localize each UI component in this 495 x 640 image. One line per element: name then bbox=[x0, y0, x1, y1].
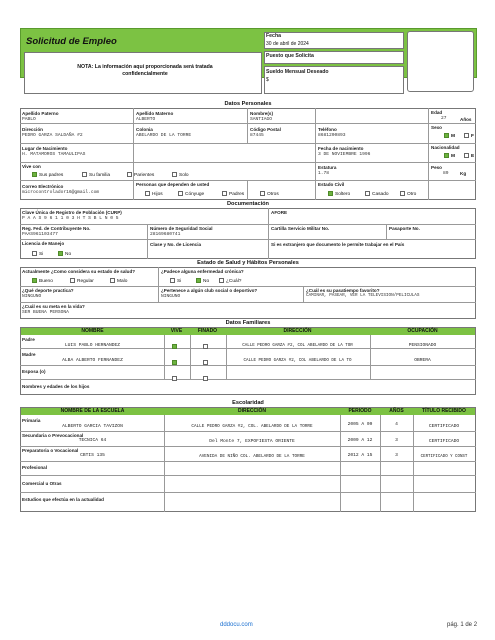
colonia-label: Colonia bbox=[136, 127, 153, 132]
pasatiempo-value[interactable]: CAMINAR, PASEAR, VER LA TELEVISION/PELICULAS bbox=[306, 293, 420, 298]
vive-familia-option[interactable]: Su familia bbox=[82, 172, 110, 179]
club-label: ¿Pertenece a algún club social o deportivo? bbox=[161, 288, 258, 293]
sexo-label: Sexo bbox=[431, 125, 442, 130]
footer-site[interactable]: dddocu.com bbox=[220, 622, 253, 628]
rfc-label: Reg. Fed. de Contribuyente No. bbox=[22, 226, 91, 231]
dependen-hijos-option[interactable]: Hijos bbox=[145, 191, 163, 198]
nac-m-option[interactable]: M bbox=[444, 153, 455, 160]
peso-value[interactable]: 89 bbox=[443, 171, 449, 176]
esc-preparatoria-direccion[interactable]: AVENIDA DE NIÑO COL. ABELARDO DE LA TORRE bbox=[199, 454, 305, 459]
fam-padre-direccion[interactable]: CALLE PEDRO GARZA #2, COL ABELARDO DE LA TOR bbox=[242, 344, 353, 348]
puesto-label: Puesto que Solicita bbox=[266, 53, 314, 59]
curp-label: Clave Única de Registro de Población (CURP) bbox=[22, 210, 122, 215]
fam-rel-madre: Madre bbox=[22, 352, 36, 357]
civil-casado-checkbox[interactable] bbox=[365, 191, 370, 196]
pasatiempo-label: ¿Cuál es su pasatiempo favorito? bbox=[306, 288, 380, 293]
cronica-si-option[interactable]: Si bbox=[170, 278, 181, 285]
esc-col-direccion: DIRECCIÓN bbox=[237, 408, 267, 414]
civil-casado-option[interactable]: Casado bbox=[365, 191, 389, 198]
nacionalidad-label: Nacionalidad bbox=[431, 145, 460, 150]
licencia-no-checkbox[interactable] bbox=[58, 251, 63, 256]
esc-preparatoria-periodo[interactable]: 2012 A 15 bbox=[347, 453, 373, 458]
esc-primaria-direccion[interactable]: CALLE PEDRO GARZA #2, COL. ABELARDO DE LA TORRE bbox=[191, 424, 313, 429]
dependen-padres-option[interactable]: Padres bbox=[222, 191, 244, 198]
esc-nivel-actual: Estudios que efectúa en la actualidad bbox=[22, 497, 104, 502]
estado-salud-label: Actualmente ¿Como considera su estado de salud? bbox=[22, 269, 136, 274]
esc-col-anos: AÑOS bbox=[389, 408, 404, 414]
salud-malo-checkbox[interactable] bbox=[110, 278, 115, 283]
fam-padre-vive-checkbox[interactable] bbox=[172, 344, 177, 349]
estatura-value[interactable]: 1.78 bbox=[318, 171, 330, 176]
deporte-label: ¿Qué deporte practica? bbox=[22, 288, 74, 293]
afore-label: AFORE bbox=[271, 210, 288, 215]
fam-col-nombre: NOMBRE bbox=[81, 328, 104, 334]
vive-solo-checkbox[interactable] bbox=[172, 172, 177, 177]
peso-label: Peso bbox=[431, 165, 442, 170]
licencia-no-option[interactable]: No bbox=[58, 251, 71, 258]
esc-nivel-primaria: Primaria bbox=[22, 418, 41, 423]
esc-preparatoria-nombre[interactable]: CBTIS 135 bbox=[80, 453, 105, 458]
correo-label: Correo Electrónico bbox=[22, 184, 64, 189]
sexo-f-option[interactable]: F bbox=[464, 133, 474, 140]
esc-nivel-comercial: Comercial u Otras bbox=[22, 481, 62, 486]
militar-label: Cartilla Servicio Militar No. bbox=[271, 226, 330, 231]
escolaridad-heading: Escolaridad bbox=[20, 400, 476, 408]
dependen-label: Personas que dependen de usted bbox=[136, 182, 210, 187]
sueldo-value: $ bbox=[266, 77, 269, 83]
peso-unit: Kg bbox=[460, 171, 467, 176]
esc-nivel-preparatoria: Preparatoria o Vocacional bbox=[22, 448, 79, 453]
cp-value[interactable]: 87445 bbox=[250, 133, 264, 138]
dependen-padres-checkbox[interactable] bbox=[222, 191, 227, 196]
esc-nivel-profesional: Profesional bbox=[22, 465, 48, 470]
apellido-materno-label: Apellido Materno bbox=[136, 111, 174, 116]
nac-m-checkbox[interactable] bbox=[444, 153, 449, 158]
lugar-value[interactable]: H. MATAMOROS TAMAULIPAS bbox=[22, 152, 86, 157]
nombres-value[interactable]: SANTIAGO bbox=[250, 117, 273, 122]
telefono-label: Teléfono bbox=[318, 127, 337, 132]
nss-value[interactable]: 28169680741 bbox=[150, 232, 181, 237]
familiares-heading: Datos Familiares bbox=[20, 320, 476, 328]
sexo-f-checkbox[interactable] bbox=[464, 133, 469, 138]
fam-madre-ocupacion[interactable]: OBRERA bbox=[414, 358, 431, 363]
fam-col-ocupacion: OCUPACIÓN bbox=[407, 328, 438, 334]
civil-soltero-checkbox[interactable] bbox=[328, 191, 333, 196]
esc-col-titulo: TÍTULO RECIBIDO bbox=[422, 408, 466, 414]
esc-secundaria-nombre[interactable]: TECNICA 64 bbox=[78, 438, 107, 443]
meta-label: ¿Cuál es su meta en la vida? bbox=[22, 304, 85, 309]
telefono-value[interactable]: 8681200893 bbox=[318, 133, 346, 138]
cronica-cual-checkbox[interactable] bbox=[219, 278, 224, 283]
fam-madre-direccion[interactable]: CALLE PEDRO GARZA #2, COL ABELARDO DE LA TO bbox=[243, 359, 352, 363]
civil-label: Estado Civil bbox=[318, 182, 345, 187]
extranjero-label: Si es extranjero que documento le permite trabajar en el País bbox=[271, 242, 405, 247]
fecha-value: 30 de abril de 2024 bbox=[266, 41, 309, 47]
esc-primaria-periodo[interactable]: 2005 A 09 bbox=[347, 422, 373, 427]
esc-primaria-titulo[interactable]: CERTIFICADO bbox=[428, 424, 460, 429]
direccion-value[interactable]: PEDRO GARZA SALDAÑA #2 bbox=[22, 133, 83, 138]
nac-e-option[interactable]: E bbox=[464, 153, 474, 160]
cronica-no-checkbox[interactable] bbox=[196, 278, 201, 283]
estatura-label: Estatura bbox=[318, 165, 337, 170]
header-note: NOTA: La información aquí proporcionada será tratada confidencialmente bbox=[77, 64, 213, 77]
personal-heading: Datos Personales bbox=[20, 101, 476, 109]
civil-otro-checkbox[interactable] bbox=[400, 191, 405, 196]
cronica-si-checkbox[interactable] bbox=[170, 278, 175, 283]
vive-solo-option[interactable]: Solo bbox=[172, 172, 189, 179]
esc-secundaria-periodo[interactable]: 2009 A 12 bbox=[347, 438, 373, 443]
dependen-conyuge-option[interactable]: Cónyuge bbox=[178, 191, 204, 198]
dependen-otros-checkbox[interactable] bbox=[260, 191, 265, 196]
clase-licencia-label: Clase y No. de Licencia bbox=[150, 242, 202, 247]
esc-secundaria-direccion[interactable]: Del Monte 7, EXPOFIESTA ORIENTE bbox=[209, 439, 295, 444]
fecha-nac-label: Fecha de nacimiento bbox=[318, 146, 364, 151]
cronica-no-option[interactable]: No bbox=[196, 278, 209, 285]
esc-col-nombre: NOMBRE DE LA ESCUELA bbox=[60, 408, 125, 414]
correo-value[interactable]: microcontrolador16@gmail.com bbox=[22, 190, 100, 195]
apellido-materno-value[interactable]: ALBERTO bbox=[136, 117, 156, 122]
fam-esposa-finado-checkbox[interactable] bbox=[203, 376, 208, 381]
licencia-label: Licencia de Manejo bbox=[22, 241, 65, 246]
apellido-paterno-label: Apellido Paterno bbox=[22, 111, 59, 116]
footer-page: pág. 1 de 2 bbox=[447, 622, 478, 628]
salud-malo-option[interactable]: Malo bbox=[110, 278, 127, 285]
fam-col-finado: FINADO bbox=[197, 328, 218, 334]
salud-regular-checkbox[interactable] bbox=[70, 278, 75, 283]
fam-rel-esposa: Esposa (o) bbox=[22, 369, 46, 374]
esc-primaria-anos[interactable]: 4 bbox=[395, 422, 398, 427]
esc-col-periodo: PERIODO bbox=[348, 408, 372, 414]
form-title: Solicitud de Empleo bbox=[26, 36, 117, 47]
lugar-label: Lugar de Nacimiento bbox=[22, 146, 68, 151]
vive-padres-checkbox[interactable] bbox=[32, 172, 37, 177]
edad-label: Edad bbox=[431, 110, 443, 115]
fecha-label: Fecha bbox=[266, 33, 281, 39]
esc-nivel-secundaria: Secundaria o Prevocacional bbox=[22, 433, 84, 438]
sexo-m-option[interactable]: M bbox=[444, 133, 455, 140]
salud-bueno-option[interactable]: Bueno bbox=[32, 278, 53, 285]
dependen-otros-option[interactable]: Otros bbox=[260, 191, 279, 198]
fecha-nac-value[interactable]: 3 DE NOVIEMBRE 1996 bbox=[318, 152, 371, 157]
fam-padre-finado-checkbox[interactable] bbox=[203, 344, 208, 349]
edad-unit: Años bbox=[460, 117, 472, 122]
fam-madre-finado-checkbox[interactable] bbox=[203, 360, 208, 365]
personal-frame bbox=[20, 108, 476, 200]
apellido-paterno-value[interactable]: PABLO bbox=[22, 117, 36, 122]
direccion-label: Dirección bbox=[22, 127, 43, 132]
nac-e-checkbox[interactable] bbox=[464, 153, 469, 158]
licencia-si-option[interactable]: Si bbox=[32, 251, 43, 258]
vive-parientes-checkbox[interactable] bbox=[127, 172, 132, 177]
salud-bueno-checkbox[interactable] bbox=[32, 278, 37, 283]
meta-value[interactable]: SER BUENA PERSONA bbox=[22, 310, 69, 315]
club-value[interactable]: NINGUNO bbox=[161, 294, 181, 299]
dependen-hijos-checkbox[interactable] bbox=[145, 191, 150, 196]
esc-preparatoria-titulo[interactable]: CERTIFICADO Y CONST bbox=[420, 455, 468, 459]
esc-preparatoria-anos[interactable]: 3 bbox=[395, 453, 398, 458]
salud-heading: Estado de Salud y Hábitos Personales bbox=[20, 260, 476, 268]
fam-hijos-label: Nombres y edades de los hijos bbox=[22, 384, 90, 389]
cronica-cual-option[interactable]: ¿Cuál? bbox=[219, 278, 241, 285]
dependen-conyuge-checkbox[interactable] bbox=[178, 191, 183, 196]
deporte-value[interactable]: NINGUNO bbox=[22, 294, 42, 299]
fam-col-vive: VIVE bbox=[170, 328, 183, 334]
civil-soltero-option[interactable]: Soltero bbox=[328, 191, 350, 198]
cp-label: Código Postal bbox=[250, 127, 281, 132]
fam-esposa-vive-checkbox[interactable] bbox=[172, 376, 177, 381]
fam-padre-ocupacion[interactable]: PENSIONADO bbox=[408, 343, 437, 348]
cronica-label: ¿Padece alguna enfermedad crónica? bbox=[161, 269, 244, 274]
licencia-si-checkbox[interactable] bbox=[32, 251, 37, 256]
photo-box bbox=[407, 31, 474, 92]
pasaporte-label: Pasaporte No. bbox=[389, 226, 420, 231]
sexo-m-checkbox[interactable] bbox=[444, 133, 449, 138]
esc-primaria-nombre[interactable]: ALBERTO GARCIA TAVIZON bbox=[62, 424, 123, 429]
documentacion-heading: Documentación bbox=[20, 201, 476, 209]
civil-otro-option[interactable]: Otro bbox=[400, 191, 416, 198]
salud-regular-option[interactable]: Regular bbox=[70, 278, 94, 285]
vive-padres-option[interactable]: Sus padres bbox=[32, 172, 63, 179]
fam-madre-vive-checkbox[interactable] bbox=[172, 360, 177, 365]
vive-parientes-option[interactable]: Parientes bbox=[127, 172, 154, 179]
fam-padre-nombre[interactable]: LUIS PABLO HERNANDEZ bbox=[64, 343, 121, 348]
esc-secundaria-titulo[interactable]: CERTIFICADO bbox=[428, 439, 460, 444]
rfc-value[interactable]: PAAS961103477 bbox=[22, 232, 58, 237]
sueldo-label: Sueldo Mensual Deseado bbox=[266, 69, 329, 75]
vive-label: Vive con bbox=[22, 164, 41, 169]
curp-value[interactable]: P A A S 9 6 1 1 0 3 H T S B L N 0 5 bbox=[22, 216, 119, 221]
nombres-label: Nombre(s) bbox=[250, 111, 273, 116]
nss-label: Número de Seguridad Social bbox=[150, 226, 213, 231]
edad-value[interactable]: 27 bbox=[441, 116, 447, 121]
fam-madre-nombre[interactable]: ALBA ALBERTO FERNANDEZ bbox=[62, 358, 123, 363]
colonia-value[interactable]: ABELARDO DE LA TORRE bbox=[136, 133, 192, 138]
fam-rel-padre: Padre bbox=[22, 337, 35, 342]
esc-secundaria-anos[interactable]: 3 bbox=[395, 438, 398, 443]
fam-col-direccion: DIRECCIÓN bbox=[283, 328, 312, 334]
vive-familia-checkbox[interactable] bbox=[82, 172, 87, 177]
